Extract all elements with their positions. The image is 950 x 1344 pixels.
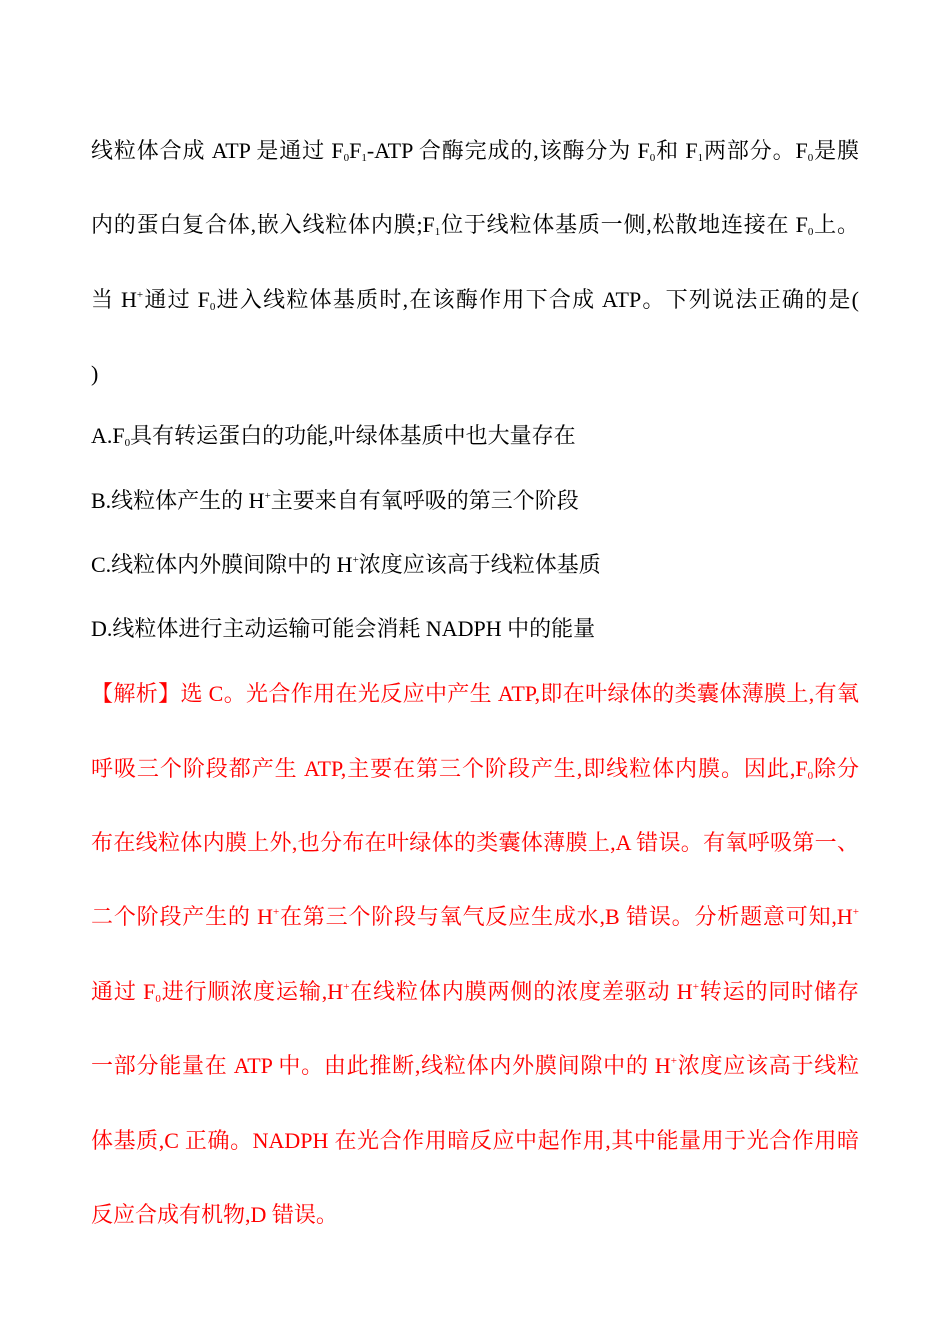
- text-run: 是膜: [813, 138, 859, 163]
- text-run: A.F: [91, 423, 125, 448]
- option-d: [91, 614, 595, 644]
- superscript: +: [136, 289, 144, 301]
- analysis-line: [91, 902, 859, 932]
- superscript: +: [272, 906, 280, 918]
- text-run: 具有转运蛋白的功能,叶绿体基质中也大量存在: [130, 423, 576, 448]
- text-run: 转运的同时储存: [698, 979, 859, 1004]
- subscript: 0: [807, 226, 814, 238]
- subscript: 0: [807, 152, 814, 164]
- text-run: B.线粒体产生的 H: [91, 488, 265, 513]
- text-run: 主要来自有氧呼吸的第三个阶段: [270, 488, 579, 513]
- subscript: 1: [697, 152, 704, 164]
- text-run: 在线粒体内膜两侧的浓度差驱动 H: [349, 979, 693, 1004]
- analysis-line: [91, 1051, 859, 1081]
- text-run: 当 H: [91, 287, 137, 312]
- superscript: +: [670, 1055, 677, 1067]
- text-run: 通过 F: [143, 287, 210, 312]
- text-run: 反应合成有机物,D 错误。: [91, 1202, 338, 1227]
- text-run: ): [91, 361, 99, 386]
- text-run: 布在线粒体内膜上外,也分布在叶绿体的类囊体薄膜上,A 错误。有氧呼吸第一、: [91, 830, 859, 855]
- superscript: +: [343, 981, 350, 993]
- superscript: +: [352, 554, 359, 566]
- text-run: 位于线粒体基质一侧,松散地连接在 F: [440, 212, 808, 237]
- analysis-line: [91, 1200, 338, 1230]
- text-run: 通过 F: [91, 979, 156, 1004]
- text-run: -ATP 合酶完成的,该酶分为 F: [366, 138, 650, 163]
- option-c: [91, 550, 601, 580]
- text-run: 两部分。F: [703, 138, 808, 163]
- subscript: 0: [124, 437, 131, 449]
- analysis-line: [91, 754, 859, 784]
- text-run: 上。: [813, 212, 859, 237]
- text-run: F: [349, 138, 362, 163]
- text-run: 和 F: [655, 138, 698, 163]
- text-run: 呼吸三个阶段都产生 ATP,主要在第三个阶段产生,即线粒体内膜。因此,F: [91, 756, 808, 781]
- subscript: 1: [434, 226, 441, 238]
- option-b: [91, 486, 579, 516]
- text-run: C.线粒体内外膜间隙中的 H: [91, 552, 353, 577]
- text-run: 二个阶段产生的 H: [91, 904, 273, 929]
- question-stem-line: [91, 285, 859, 315]
- question-stem-line: [91, 136, 859, 166]
- text-run: 进行顺浓度运输,H: [160, 979, 344, 1004]
- analysis-line: [91, 1126, 859, 1156]
- text-run: D.线粒体进行主动运输可能会消耗 NADPH 中的能量: [91, 616, 596, 641]
- text-run: 浓度应该高于线粒: [676, 1053, 859, 1078]
- text-run: 体基质,C 正确。NADPH 在光合作用暗反应中起作用,其中能量用于光合作用暗: [91, 1128, 859, 1153]
- text-run: 线粒体合成 ATP 是通过 F: [91, 138, 344, 163]
- text-run: 除分: [813, 756, 859, 781]
- analysis-line: [91, 679, 859, 709]
- text-run: 【解析】选 C。光合作用在光反应中产生 ATP,即在叶绿体的类囊体薄膜上,有氧: [91, 681, 859, 706]
- question-stem-line: [91, 359, 98, 389]
- option-a: [91, 421, 576, 451]
- text-run: 内的蛋白复合体,嵌入线粒体内膜;F: [91, 212, 435, 237]
- superscript: +: [692, 981, 699, 993]
- subscript: 0: [343, 152, 350, 164]
- text-run: 一部分能量在 ATP 中。由此推断,线粒体内外膜间隙中的 H: [91, 1053, 671, 1078]
- text-run: 进入线粒体基质时,在该酶作用下合成 ATP。下列说法正确的是(: [215, 287, 859, 312]
- subscript: 1: [361, 152, 367, 164]
- text-run: 在第三个阶段与氧气反应生成水,B 错误。分析题意可知,H: [279, 904, 853, 929]
- subscript: 0: [649, 152, 656, 164]
- subscript: 0: [155, 993, 161, 1005]
- analysis-line: [91, 828, 859, 858]
- superscript: +: [264, 490, 271, 502]
- superscript: +: [852, 906, 859, 918]
- subscript: 0: [807, 770, 814, 782]
- subscript: 0: [209, 301, 216, 313]
- analysis-line: [91, 977, 859, 1007]
- text-run: 浓度应该高于线粒体基质: [358, 552, 601, 577]
- question-stem-line: [91, 210, 859, 240]
